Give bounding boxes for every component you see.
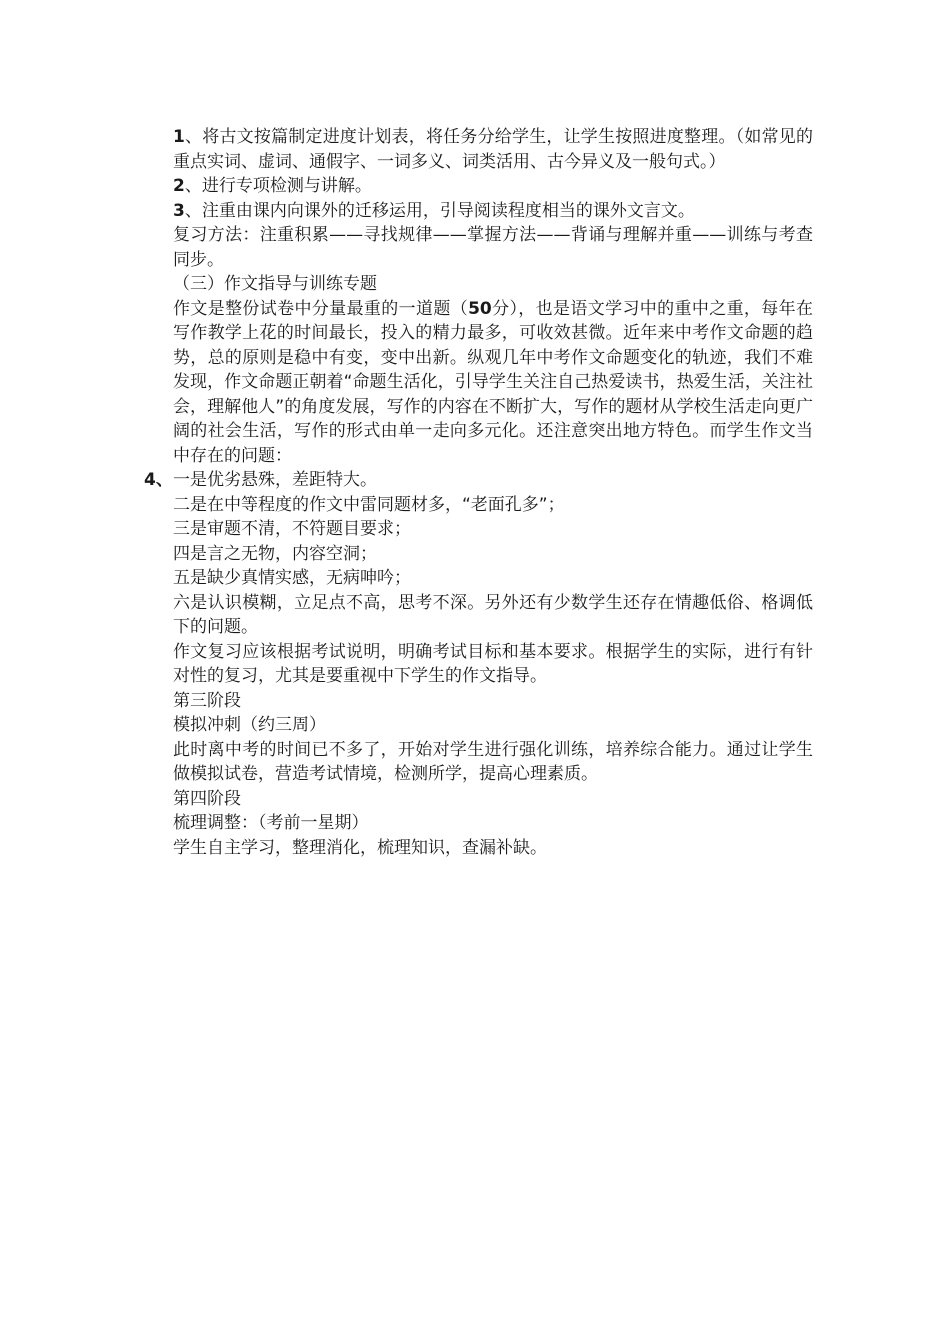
stage-heading-3: 第三阶段 — [173, 690, 241, 711]
stage-subheading-4: 梳理调整：（考前一星期） — [173, 813, 369, 833]
paragraph-stage-4: 学生自主学习，整理消化，梳理知识，查漏补缺。 — [173, 837, 547, 858]
paragraph-review-method: 复习方法：注重积累——寻找规律——掌握方法——背诵与理解并重——训练与考查同步。 — [173, 225, 813, 270]
item-number: 1 — [173, 127, 185, 147]
stage-heading-4: 第四阶段 — [173, 788, 241, 809]
paragraph-problem-1 — [144, 468, 813, 493]
item-number: 2 — [173, 176, 185, 196]
paragraph-text: 一是优劣悬殊，差距特大。 — [173, 470, 377, 490]
paragraph-item-2 — [173, 174, 813, 199]
paragraph-problem-5: 五是缺少真情实感，无病呻吟； — [173, 568, 411, 588]
paragraph-item-3 — [173, 199, 813, 224]
item-number: 3 — [173, 200, 185, 221]
paragraph-text: 作文是整份试卷中分量最重的一道题（ — [173, 298, 469, 319]
score-value: 50 — [468, 298, 492, 319]
paragraph-text: 分），也是语文学习中的重中之重，每年在写作教学上花的时间最长，投入的精力最多，可收效甚微。近年来中考作文命题的趋势，总的原则是稳中有变，变中出新。纵观几年中考作文命题变化的轨迹，我们不难发现，作文命题正朝着“命题生活化，引导学生关注自己热爱读书，热爱生活，关注社会，理解他人”的角度发展，写作的内容在不断扩大，写作的题材从学校生活走向更广阔的社会生活，写作的形式由单一走向多元化。还注意突出地方特色。而学生作文当中存在的问题： — [173, 298, 814, 466]
paragraph-text: 、将古文按篇制定进度计划表，将任务分给学生，让学生按照进度整理。（如常见的重点实词、虚词、通假字、一词多义、词类活用、古今异义及一般句式。） — [173, 127, 813, 172]
paragraph-composition-intro — [173, 297, 813, 469]
paragraph-problem-3: 三是审题不清，不符题目要求； — [173, 519, 411, 539]
section-heading-composition: （三）作文指导与训练专题 — [173, 274, 377, 294]
item-number: 4、 — [144, 470, 173, 490]
paragraph-composition-review: 作文复习应该根据考试说明，明确考试目标和基本要求。根据学生的实际，进行有针对性的复习，尤其是要重视中下学生的作文指导。 — [173, 641, 813, 686]
paragraph-stage-3: 此时离中考的时间已不多了，开始对学生进行强化训练，培养综合能力。通过让学生做模拟试卷，营造考试情境，检测所学，提高心理素质。 — [173, 739, 813, 784]
paragraph-text: 、进行专项检测与讲解。 — [184, 176, 372, 196]
paragraph-problem-6: 六是认识模糊，立足点不高，思考不深。另外还有少数学生还存在情趣低俗、格调低下的问题。 — [173, 592, 813, 637]
paragraph-problem-2: 二是在中等程度的作文中雷同题材多，“老面孔多”； — [173, 494, 565, 515]
paragraph-problem-4: 四是言之无物，内容空洞； — [173, 543, 377, 564]
paragraph-text: 、注重由课内向课外的迁移运用，引导阅读程度相当的课外文言文。 — [184, 200, 695, 221]
document-body — [144, 125, 814, 860]
paragraph-item-1 — [173, 125, 813, 174]
stage-subheading-3: 模拟冲刺（约三周） — [173, 715, 326, 735]
